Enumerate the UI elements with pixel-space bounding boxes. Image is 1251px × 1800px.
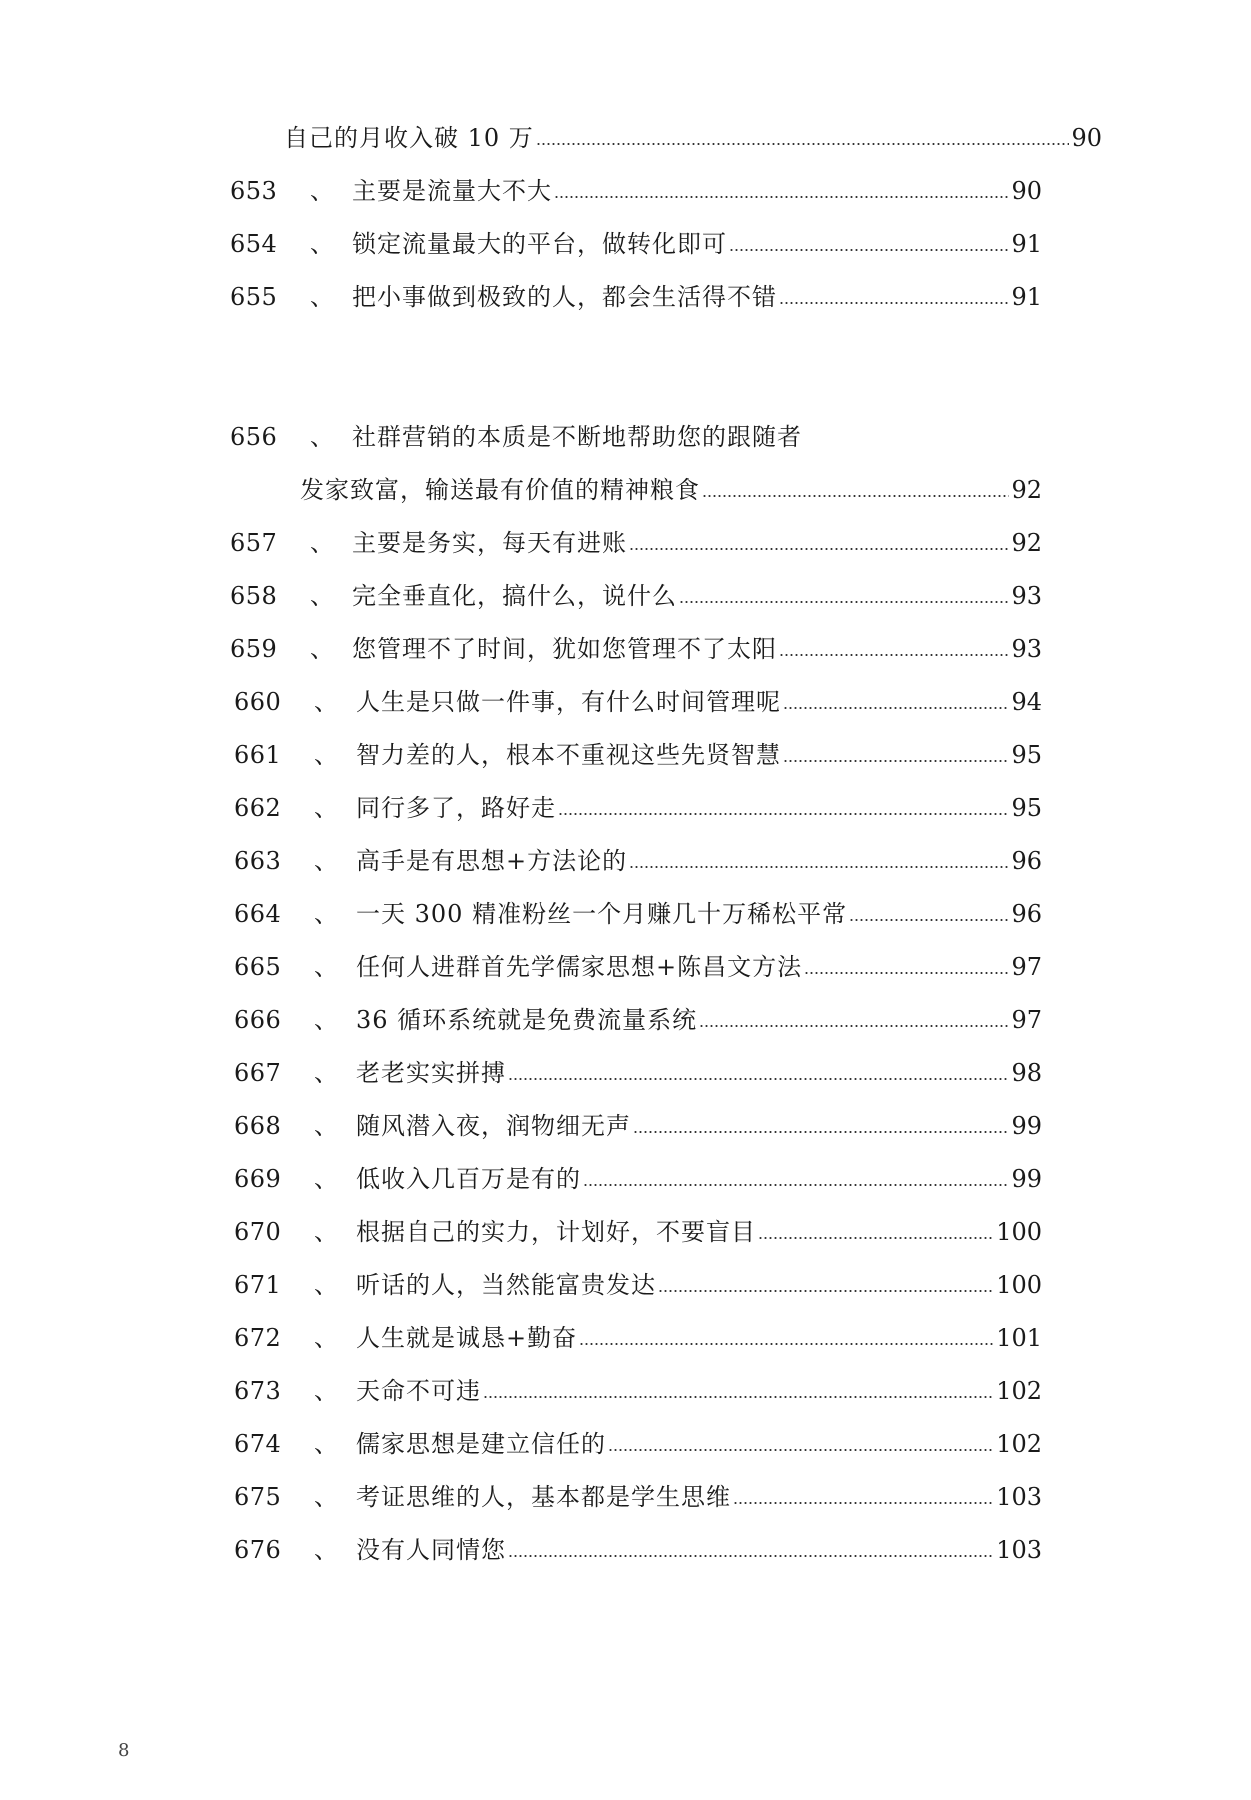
toc-entry-separator: 、	[314, 847, 338, 875]
toc-entry-title: 智力差的人，根本不重视这些先贤智慧	[356, 741, 781, 769]
toc-entry-separator: 、	[310, 230, 334, 258]
dot-leader	[483, 1396, 994, 1398]
toc-entry-number: 656	[230, 423, 278, 451]
toc-entry-number: 675	[234, 1483, 282, 1511]
toc-entry-separator: 、	[314, 794, 338, 822]
dot-leader	[702, 495, 1009, 497]
toc-entry[interactable]	[284, 113, 1102, 153]
dot-leader	[583, 1184, 1009, 1186]
toc-entry-separator: 、	[314, 741, 338, 769]
toc-entry-title: 儒家思想是建立信任的	[356, 1430, 606, 1458]
toc-entry[interactable]	[234, 942, 1042, 982]
toc-entry-separator: 、	[314, 900, 338, 928]
toc-entry-title: 考证思维的人，基本都是学生思维	[356, 1483, 731, 1511]
toc-entry[interactable]	[234, 1313, 1042, 1353]
dot-leader	[679, 601, 1009, 603]
dot-leader	[579, 1343, 994, 1345]
toc-entry-page: 102	[996, 1430, 1042, 1458]
toc-entry-separator: 、	[314, 1218, 338, 1246]
toc-entry-page: 100	[996, 1218, 1042, 1246]
toc-entry-number: 665	[234, 953, 282, 981]
toc-entry-separator: 、	[310, 582, 334, 610]
toc-entry[interactable]	[234, 1048, 1042, 1088]
toc-entry[interactable]	[234, 1207, 1042, 1247]
page-number: 8	[118, 1740, 130, 1761]
toc-entry-page: 96	[1011, 847, 1042, 875]
toc-entry-number: 667	[234, 1059, 282, 1087]
toc-entry-number: 673	[234, 1377, 282, 1405]
dot-leader	[699, 1025, 1009, 1027]
toc-entry-title: 社群营销的本质是不断地帮助您的跟随者	[352, 423, 802, 451]
toc-entry-separator: 、	[314, 1165, 338, 1193]
toc-entry-title: 高手是有思想+方法论的	[356, 847, 628, 875]
toc-entry[interactable]	[234, 677, 1042, 717]
toc-entry-number: 669	[234, 1165, 282, 1193]
toc-entry-page: 91	[1011, 283, 1042, 311]
toc-entry[interactable]	[234, 1366, 1042, 1406]
toc-entry-number: 668	[234, 1112, 282, 1140]
toc-entry-separator: 、	[314, 1006, 338, 1034]
toc-entry-page: 103	[996, 1536, 1042, 1564]
toc-entry[interactable]	[234, 783, 1042, 823]
toc-entry-number: 676	[234, 1536, 282, 1564]
toc-entry[interactable]	[234, 1472, 1042, 1512]
toc-entry-title: 老老实实拼搏	[356, 1059, 506, 1087]
toc-entry-title: 听话的人，当然能富贵发达	[356, 1271, 656, 1299]
toc-entry-separator: 、	[314, 1271, 338, 1299]
toc-entry-number: 655	[230, 283, 278, 311]
toc-entry-number: 653	[230, 177, 278, 205]
toc-entry[interactable]	[234, 1419, 1042, 1459]
dot-leader	[633, 1131, 1009, 1133]
toc-entry-separator: 、	[314, 1377, 338, 1405]
toc-entry-page: 99	[1011, 1165, 1042, 1193]
toc-entry-separator: 、	[310, 529, 334, 557]
toc-entry-title: 一天 300 精准粉丝一个月赚几十万稀松平常	[356, 900, 848, 928]
toc-entry-title: 主要是务实，每天有进账	[352, 529, 627, 557]
toc-entry-page: 97	[1011, 1006, 1042, 1034]
dot-leader	[629, 866, 1009, 868]
dot-leader	[783, 707, 1009, 709]
toc-entry-page: 97	[1011, 953, 1042, 981]
dot-leader	[508, 1555, 994, 1557]
toc-entry-title: 任何人进群首先学儒家思想+陈昌文方法	[356, 953, 803, 981]
toc-entry-title: 人生就是诚恳+勤奋	[356, 1324, 578, 1352]
toc-entry[interactable]	[234, 836, 1042, 876]
dot-leader	[758, 1237, 994, 1239]
toc-entry-page: 92	[1011, 476, 1042, 504]
toc-entry-separator: 、	[314, 1324, 338, 1352]
dot-leader	[783, 760, 1009, 762]
toc-entry-separator: 、	[314, 953, 338, 981]
dot-leader	[608, 1449, 994, 1451]
toc-entry-number: 666	[234, 1006, 282, 1034]
toc-entry-separator: 、	[314, 1536, 338, 1564]
toc-entry-page: 95	[1011, 741, 1042, 769]
toc-entry-number: 670	[234, 1218, 282, 1246]
toc-entry[interactable]	[234, 1260, 1042, 1300]
toc-entry-page: 91	[1011, 230, 1042, 258]
toc-entry-page: 101	[996, 1324, 1042, 1352]
toc-entry-title: 您管理不了时间，犹如您管理不了太阳	[352, 635, 777, 663]
toc-entry-title: 完全垂直化，搞什么，说什么	[352, 582, 677, 610]
dot-leader	[554, 196, 1009, 198]
toc-entry-number: 658	[230, 582, 278, 610]
toc-entry-page: 93	[1011, 635, 1042, 663]
toc-entry-separator: 、	[310, 423, 334, 451]
toc-entry[interactable]	[230, 412, 1042, 452]
toc-entry-page: 98	[1011, 1059, 1042, 1087]
toc-entry-page: 90	[1011, 177, 1042, 205]
dot-leader	[779, 654, 1009, 656]
toc-entry-title: 36 循环系统就是免费流量系统	[356, 1006, 698, 1034]
toc-entry-page: 93	[1011, 582, 1042, 610]
toc-entry-number: 654	[230, 230, 278, 258]
toc-entry-page: 94	[1011, 688, 1042, 716]
toc-entry-separator: 、	[314, 688, 338, 716]
toc-entry-separator: 、	[310, 177, 334, 205]
toc-entry-number: 660	[234, 688, 282, 716]
toc-entry-number: 671	[234, 1271, 282, 1299]
toc-entry-number: 661	[234, 741, 282, 769]
toc-entry-page: 100	[996, 1271, 1042, 1299]
dot-leader	[536, 143, 1070, 145]
toc-entry-number: 674	[234, 1430, 282, 1458]
toc-entry-separator: 、	[310, 283, 334, 311]
dot-leader	[508, 1078, 1009, 1080]
toc-entry-title: 发家致富，输送最有价值的精神粮食	[300, 476, 700, 504]
dot-leader	[658, 1290, 994, 1292]
toc-entry-page: 99	[1011, 1112, 1042, 1140]
toc-entry-separator: 、	[314, 1059, 338, 1087]
toc-entry-page: 95	[1011, 794, 1042, 822]
dot-leader	[804, 972, 1009, 974]
toc-entry[interactable]	[230, 219, 1042, 259]
toc-entry-number: 663	[234, 847, 282, 875]
toc-entry[interactable]	[230, 624, 1042, 664]
toc-entry-number: 657	[230, 529, 278, 557]
toc-entry-separator: 、	[314, 1430, 338, 1458]
toc-entry-page: 90	[1071, 124, 1102, 152]
toc-entry[interactable]	[230, 518, 1042, 558]
toc-entry[interactable]	[234, 1154, 1042, 1194]
toc-entry-number: 664	[234, 900, 282, 928]
toc-entry-page: 96	[1011, 900, 1042, 928]
toc-entry-title: 锁定流量最大的平台，做转化即可	[352, 230, 727, 258]
dot-leader	[849, 919, 1009, 921]
toc-entry[interactable]	[234, 889, 1042, 929]
toc-entry-title: 同行多了，路好走	[356, 794, 556, 822]
toc-entry-separator: 、	[314, 1112, 338, 1140]
toc-entry-number: 672	[234, 1324, 282, 1352]
toc-entry[interactable]	[230, 272, 1042, 312]
toc-entry-title: 低收入几百万是有的	[356, 1165, 581, 1193]
toc-entry-continuation[interactable]	[300, 465, 1042, 505]
toc-entry-number: 659	[230, 635, 278, 663]
dot-leader	[733, 1502, 994, 1504]
toc-entry-title: 自己的月收入破 10 万	[284, 124, 534, 152]
toc-entry[interactable]	[230, 166, 1042, 206]
toc-entry-title: 主要是流量大不大	[352, 177, 552, 205]
toc-entry-separator: 、	[310, 635, 334, 663]
toc-entry-title: 没有人同情您	[356, 1536, 506, 1564]
toc-entry-title: 随风潜入夜，润物细无声	[356, 1112, 631, 1140]
toc-entry-number: 662	[234, 794, 282, 822]
toc-entry-page: 102	[996, 1377, 1042, 1405]
dot-leader	[779, 302, 1009, 304]
toc-entry-title: 人生是只做一件事，有什么时间管理呢	[356, 688, 781, 716]
toc-entry-title: 根据自己的实力，计划好，不要盲目	[356, 1218, 756, 1246]
toc-entry-separator: 、	[314, 1483, 338, 1511]
toc-entry[interactable]	[230, 571, 1042, 611]
dot-leader	[558, 813, 1009, 815]
dot-leader	[729, 249, 1009, 251]
toc-entry[interactable]	[234, 1525, 1042, 1565]
dot-leader	[629, 548, 1009, 550]
toc-entry-page: 103	[996, 1483, 1042, 1511]
toc-entry-title: 把小事做到极致的人，都会生活得不错	[352, 283, 777, 311]
toc-entry[interactable]	[234, 1101, 1042, 1141]
toc-entry-page: 92	[1011, 529, 1042, 557]
toc-entry[interactable]	[234, 995, 1042, 1035]
toc-entry-title: 天命不可违	[356, 1377, 481, 1405]
toc-entry[interactable]	[234, 730, 1042, 770]
